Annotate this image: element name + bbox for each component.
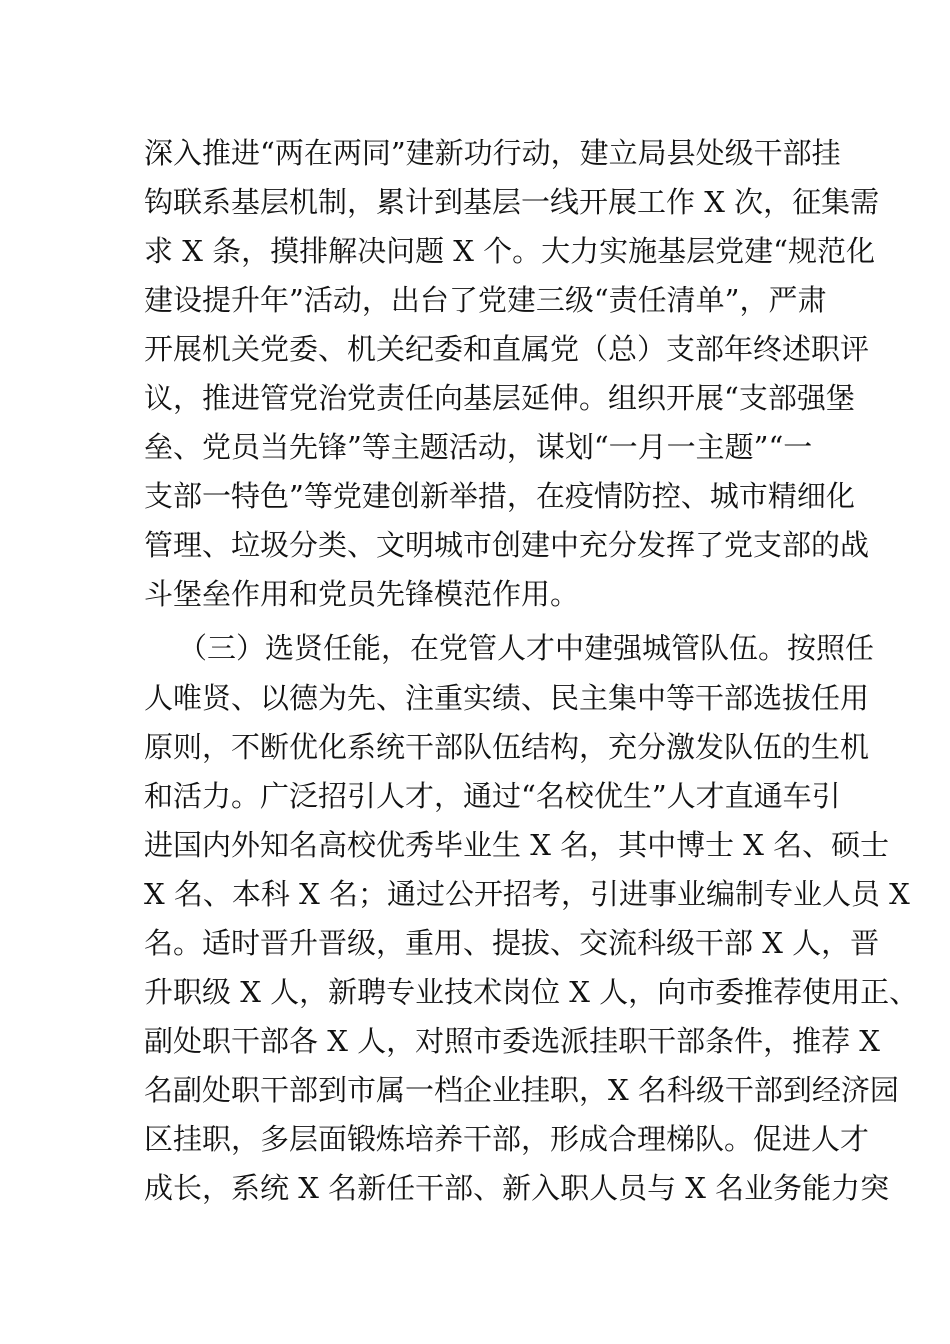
text-line-18: 升职级 X 人，新聘专业技术岗位 X 人，向市委推荐使用正、 xyxy=(144,975,919,1009)
text-line-8: 支部一特色”等党建创新举措，在疫情防控、城市精细化 xyxy=(144,479,855,513)
text-line-5: 开展机关党委、机关纪委和直属党（总）支部年终述职评 xyxy=(144,332,870,366)
text-line-1: 深入推进“两在两同”建新功行动，建立局县处级干部挂 xyxy=(144,136,841,170)
text-line-10: 斗堡垒作用和党员先锋模范作用。 xyxy=(144,577,580,611)
text-line-21: 区挂职，多层面锻炼培养干部，形成合理梯队。促进人才 xyxy=(144,1122,870,1156)
text-line-6: 议，推进管党治党责任向基层延伸。组织开展“支部强堡 xyxy=(144,381,855,415)
text-line-20: 名副处职干部到市属一档企业挂职，X 名科级干部到经济园 xyxy=(144,1073,899,1107)
text-line-13: 原则，不断优化系统干部队伍结构，充分激发队伍的生机 xyxy=(144,730,870,764)
text-line-2: 钩联系基层机制，累计到基层一线开展工作 X 次，征集需 xyxy=(144,185,880,219)
text-line-4: 建设提升年”活动，出台了党建三级“责任清单”，严肃 xyxy=(144,283,827,317)
text-line-14: 和活力。广泛招引人才，通过“名校优生”人才直通车引 xyxy=(144,779,841,813)
text-line-15: 进国内外知名高校优秀毕业生 X 名，其中博士 X 名、硕士 xyxy=(144,828,890,862)
text-line-16: X 名、本科 X 名；通过公开招考，引进事业编制专业人员 X xyxy=(144,877,910,911)
text-line-7: 垒、党员当先锋”等主题活动，谋划“一月一主题”“一 xyxy=(144,430,813,464)
text-line-17: 名。适时晋升晋级，重用、提拔、交流科级干部 X 人，晋 xyxy=(144,926,880,960)
text-line-22: 成长，系统 X 名新任干部、新入职人员与 X 名业务能力突 xyxy=(144,1171,890,1205)
text-line-19: 副处职干部各 X 人，对照市委选派挂职干部条件，推荐 X xyxy=(144,1024,880,1058)
text-line-3: 求 X 条，摸排解决问题 X 个。大力实施基层党建“规范化 xyxy=(144,234,875,268)
text-line-12: 人唯贤、以德为先、注重实绩、民主集中等干部选拔任用 xyxy=(144,681,870,715)
section-heading-line: （三）选贤任能，在党管人才中建强城管队伍。按照任 xyxy=(178,631,875,665)
text-line-9: 管理、垃圾分类、文明城市创建中充分发挥了党支部的战 xyxy=(144,528,870,562)
